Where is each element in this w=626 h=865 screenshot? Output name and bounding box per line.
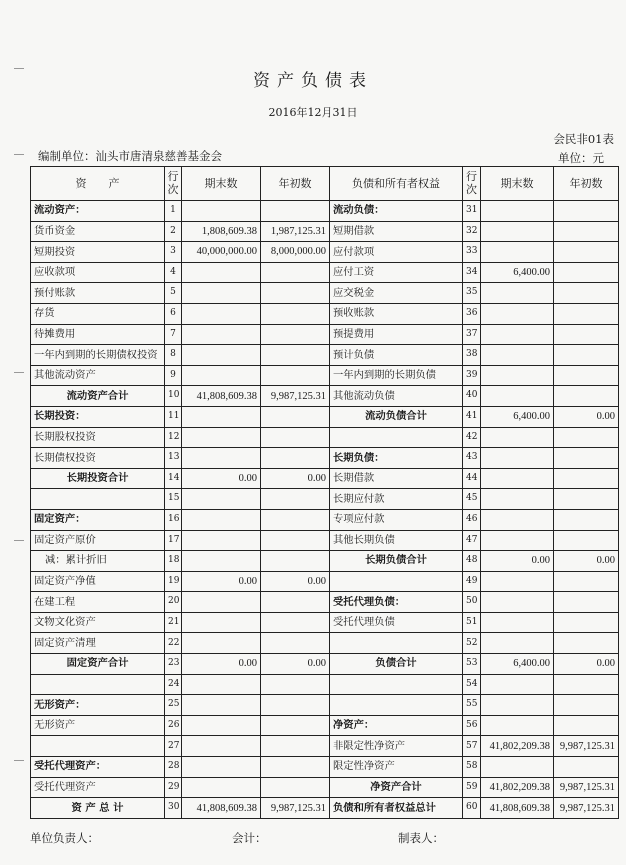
line-no: 53 (463, 654, 481, 675)
amount-year-begin (261, 736, 330, 757)
line-no: 16 (165, 509, 182, 530)
amount-period-end: 6,400.00 (481, 262, 554, 283)
amount-year-begin (554, 695, 619, 716)
liability-label: 受托代理负债 (330, 612, 463, 633)
amount-year-begin (261, 345, 330, 366)
table-row (31, 201, 619, 222)
amount-period-end (481, 509, 554, 530)
asset-label: 存货 (31, 303, 165, 324)
amount-period-end (481, 571, 554, 592)
amount-period-end (182, 489, 261, 510)
amount-period-end (481, 757, 554, 778)
col-header-line-no: 行 次 (463, 167, 481, 201)
amount-period-end (481, 221, 554, 242)
amount-year-begin (554, 303, 619, 324)
table-row (31, 551, 619, 572)
table-row (31, 262, 619, 283)
line-no: 24 (165, 674, 182, 695)
line-no: 44 (463, 468, 481, 489)
line-no: 13 (165, 448, 182, 469)
col-header-period-end: 期末数 (481, 167, 554, 201)
amount-year-begin (261, 365, 330, 386)
line-no: 42 (463, 427, 481, 448)
line-no: 34 (463, 262, 481, 283)
table-row (31, 654, 619, 675)
asset-label (31, 674, 165, 695)
amount-year-begin: 9,987,125.31 (554, 736, 619, 757)
margin-mark (14, 540, 24, 541)
amount-year-begin (261, 489, 330, 510)
asset-label: 长期债权投资 (31, 448, 165, 469)
asset-label: 短期投资 (31, 242, 165, 263)
liability-label: 应交税金 (330, 283, 463, 304)
amount-period-end (481, 365, 554, 386)
amount-period-end: 41,802,209.38 (481, 777, 554, 798)
amount-year-begin (554, 283, 619, 304)
amount-period-end (182, 365, 261, 386)
table-row (31, 715, 619, 736)
form-code: 会民非01表 (553, 132, 614, 146)
margin-mark (14, 372, 24, 373)
amount-period-end (182, 695, 261, 716)
liability-label: 应付工资 (330, 262, 463, 283)
table-row (31, 757, 619, 778)
line-no: 8 (165, 345, 182, 366)
amount-year-begin (261, 715, 330, 736)
liability-label: 其他流动负债 (330, 386, 463, 407)
asset-label: 长期投资： (31, 406, 165, 427)
amount-year-begin (554, 612, 619, 633)
liability-label: 净资产合计 (330, 777, 463, 798)
amount-period-end (182, 612, 261, 633)
table-row (31, 303, 619, 324)
amount-period-end: 0.00 (182, 571, 261, 592)
line-no: 33 (463, 242, 481, 263)
line-no: 17 (165, 530, 182, 551)
amount-year-begin: 9,987,125.31 (554, 777, 619, 798)
asset-label (31, 736, 165, 757)
line-no: 6 (165, 303, 182, 324)
table-row (31, 468, 619, 489)
amount-year-begin: 9,987,125.31 (261, 386, 330, 407)
footer-preparer: 制表人： (398, 831, 444, 845)
amount-period-end (182, 303, 261, 324)
liability-label: 净资产： (330, 715, 463, 736)
line-no: 23 (165, 654, 182, 675)
asset-label: 长期股权投资 (31, 427, 165, 448)
col-header-liabilities: 负债和所有者权益 (330, 167, 463, 201)
amount-year-begin: 9,987,125.31 (554, 798, 619, 819)
line-no: 20 (165, 592, 182, 613)
amount-period-end (481, 695, 554, 716)
line-no: 7 (165, 324, 182, 345)
liability-label: 流动负债合计 (330, 406, 463, 427)
amount-year-begin (261, 303, 330, 324)
table-row (31, 695, 619, 716)
asset-label: 待摊费用 (31, 324, 165, 345)
amount-year-begin (261, 674, 330, 695)
line-no: 31 (463, 201, 481, 222)
amount-period-end: 6,400.00 (481, 406, 554, 427)
amount-period-end: 6,400.00 (481, 654, 554, 675)
line-no: 28 (165, 757, 182, 778)
amount-period-end: 0.00 (182, 468, 261, 489)
currency-unit: 单位：元 (558, 151, 604, 165)
line-no: 59 (463, 777, 481, 798)
amount-period-end (481, 612, 554, 633)
asset-label: 流动资产： (31, 201, 165, 222)
amount-year-begin (554, 324, 619, 345)
line-no: 55 (463, 695, 481, 716)
liability-label: 预提费用 (330, 324, 463, 345)
line-no: 1 (165, 201, 182, 222)
table-row (31, 674, 619, 695)
table-header-row (31, 167, 619, 201)
amount-year-begin (261, 324, 330, 345)
asset-label: 固定资产净值 (31, 571, 165, 592)
asset-label: 预付账款 (31, 283, 165, 304)
asset-label: 固定资产原价 (31, 530, 165, 551)
liability-label: 应付款项 (330, 242, 463, 263)
asset-label: 固定资产： (31, 509, 165, 530)
line-no: 48 (463, 551, 481, 572)
report-title: 资产负债表 (253, 71, 373, 91)
asset-label: 应收款项 (31, 262, 165, 283)
amount-period-end (481, 448, 554, 469)
amount-period-end (182, 633, 261, 654)
liability-label: 长期应付款 (330, 489, 463, 510)
amount-period-end (182, 530, 261, 551)
amount-period-end: 0.00 (182, 654, 261, 675)
line-no: 10 (165, 386, 182, 407)
amount-period-end (481, 489, 554, 510)
line-no: 56 (463, 715, 481, 736)
amount-year-begin (554, 365, 619, 386)
liability-label: 一年内到期的长期负债 (330, 365, 463, 386)
amount-period-end (481, 242, 554, 263)
amount-year-begin (554, 221, 619, 242)
amount-year-begin: 0.00 (261, 654, 330, 675)
liability-label: 非限定性净资产 (330, 736, 463, 757)
table-row (31, 324, 619, 345)
table-row (31, 592, 619, 613)
line-no: 15 (165, 489, 182, 510)
amount-period-end (481, 303, 554, 324)
amount-period-end (182, 777, 261, 798)
line-no: 32 (463, 221, 481, 242)
amount-year-begin: 8,000,000.00 (261, 242, 330, 263)
table-row (31, 386, 619, 407)
line-no: 40 (463, 386, 481, 407)
asset-label: 流动资产合计 (31, 386, 165, 407)
amount-year-begin (554, 345, 619, 366)
amount-year-begin: 0.00 (261, 571, 330, 592)
line-no: 50 (463, 592, 481, 613)
liability-label: 长期负债合计 (330, 551, 463, 572)
report-date: 2016年12月31日 (268, 106, 358, 119)
liability-label: 专项应付款 (330, 509, 463, 530)
amount-year-begin (554, 674, 619, 695)
asset-label (31, 489, 165, 510)
amount-year-begin (554, 571, 619, 592)
line-no: 5 (165, 283, 182, 304)
col-header-period-end: 期末数 (182, 167, 261, 201)
col-header-line-no: 行 次 (165, 167, 182, 201)
amount-period-end (481, 201, 554, 222)
asset-label: 固定资产合计 (31, 654, 165, 675)
line-no: 22 (165, 633, 182, 654)
line-no: 45 (463, 489, 481, 510)
line-no: 19 (165, 571, 182, 592)
amount-period-end (481, 345, 554, 366)
line-no: 18 (165, 551, 182, 572)
line-no: 27 (165, 736, 182, 757)
line-no: 58 (463, 757, 481, 778)
amount-period-end: 1,808,609.38 (182, 221, 261, 242)
asset-label: 固定资产清理 (31, 633, 165, 654)
line-no: 39 (463, 365, 481, 386)
line-no: 4 (165, 262, 182, 283)
line-no: 57 (463, 736, 481, 757)
line-no: 2 (165, 221, 182, 242)
amount-period-end (182, 592, 261, 613)
amount-period-end: 0.00 (481, 551, 554, 572)
liability-label: 负债和所有者权益总计 (330, 798, 463, 819)
liability-label: 负债合计 (330, 654, 463, 675)
amount-year-begin (261, 509, 330, 530)
amount-year-begin (554, 757, 619, 778)
footer-responsible: 单位负责人： (30, 831, 99, 845)
amount-year-begin (261, 592, 330, 613)
table-row (31, 365, 619, 386)
amount-period-end (182, 427, 261, 448)
col-header-year-begin: 年初数 (554, 167, 619, 201)
amount-period-end (481, 530, 554, 551)
table-row (31, 242, 619, 263)
liability-label: 长期负债： (330, 448, 463, 469)
amount-year-begin (554, 715, 619, 736)
amount-period-end (481, 283, 554, 304)
balance-sheet-table (30, 166, 619, 819)
amount-year-begin (554, 427, 619, 448)
line-no: 26 (165, 715, 182, 736)
line-no: 37 (463, 324, 481, 345)
liability-label (330, 571, 463, 592)
preparing-unit: 编制单位：汕头市唐清泉慈善基金会 (38, 149, 222, 163)
amount-period-end (182, 715, 261, 736)
amount-year-begin (554, 633, 619, 654)
footer-accountant: 会计： (232, 831, 267, 845)
line-no: 38 (463, 345, 481, 366)
asset-label: 受托代理资产： (31, 757, 165, 778)
amount-period-end (481, 386, 554, 407)
asset-label: 货币资金 (31, 221, 165, 242)
table-row (31, 736, 619, 757)
amount-year-begin (554, 448, 619, 469)
amount-period-end (481, 427, 554, 448)
amount-period-end (481, 324, 554, 345)
line-no: 9 (165, 365, 182, 386)
asset-label: 其他流动资产 (31, 365, 165, 386)
line-no: 11 (165, 406, 182, 427)
amount-year-begin (261, 777, 330, 798)
amount-year-begin (261, 530, 330, 551)
liability-label: 其他长期负债 (330, 530, 463, 551)
amount-year-begin (554, 592, 619, 613)
asset-label: 在建工程 (31, 592, 165, 613)
line-no: 14 (165, 468, 182, 489)
line-no: 41 (463, 406, 481, 427)
amount-year-begin: 9,987,125.31 (261, 798, 330, 819)
asset-label: 文物文化资产 (31, 612, 165, 633)
table-row (31, 345, 619, 366)
amount-period-end (481, 633, 554, 654)
asset-label: 减：累计折旧 (31, 551, 165, 572)
liability-label: 长期借款 (330, 468, 463, 489)
amount-period-end: 40,000,000.00 (182, 242, 261, 263)
amount-period-end (182, 324, 261, 345)
table-row (31, 777, 619, 798)
line-no: 29 (165, 777, 182, 798)
amount-year-begin (554, 489, 619, 510)
amount-year-begin (261, 633, 330, 654)
liability-label: 短期借款 (330, 221, 463, 242)
line-no: 60 (463, 798, 481, 819)
liability-label (330, 674, 463, 695)
table-row (31, 530, 619, 551)
amount-period-end (182, 283, 261, 304)
table-row (31, 633, 619, 654)
liability-label: 预收账款 (330, 303, 463, 324)
liability-label: 流动负债： (330, 201, 463, 222)
col-header-year-begin: 年初数 (261, 167, 330, 201)
asset-label: 长期投资合计 (31, 468, 165, 489)
amount-period-end (481, 674, 554, 695)
amount-year-begin (554, 262, 619, 283)
amount-year-begin (261, 448, 330, 469)
amount-period-end (182, 509, 261, 530)
margin-mark (14, 154, 24, 155)
asset-label: 一年内到期的长期债权投资 (31, 345, 165, 366)
table-row (31, 283, 619, 304)
liability-label: 预计负债 (330, 345, 463, 366)
margin-mark (14, 760, 24, 761)
amount-period-end (182, 551, 261, 572)
amount-year-begin (554, 386, 619, 407)
amount-year-begin: 1,987,125.31 (261, 221, 330, 242)
amount-year-begin: 0.00 (261, 468, 330, 489)
table-row (31, 406, 619, 427)
amount-year-begin (554, 509, 619, 530)
amount-year-begin (261, 612, 330, 633)
line-no: 43 (463, 448, 481, 469)
line-no: 52 (463, 633, 481, 654)
amount-period-end (182, 406, 261, 427)
table-row (31, 571, 619, 592)
amount-year-begin: 0.00 (554, 654, 619, 675)
line-no: 3 (165, 242, 182, 263)
amount-year-begin (261, 283, 330, 304)
amount-year-begin: 0.00 (554, 406, 619, 427)
amount-period-end (182, 262, 261, 283)
amount-period-end (182, 345, 261, 366)
amount-period-end: 41,808,609.38 (481, 798, 554, 819)
amount-year-begin (554, 242, 619, 263)
table-row (31, 612, 619, 633)
liability-label (330, 633, 463, 654)
line-no: 35 (463, 283, 481, 304)
liability-label: 限定性净资产 (330, 757, 463, 778)
amount-year-begin: 0.00 (554, 551, 619, 572)
amount-period-end (182, 201, 261, 222)
line-no: 36 (463, 303, 481, 324)
line-no: 47 (463, 530, 481, 551)
amount-year-begin (261, 427, 330, 448)
asset-label: 资 产 总 计 (31, 798, 165, 819)
amount-year-begin (261, 406, 330, 427)
amount-period-end: 41,808,609.38 (182, 798, 261, 819)
table-row (31, 489, 619, 510)
amount-period-end (182, 757, 261, 778)
amount-period-end (481, 468, 554, 489)
col-header-assets: 资 产 (31, 167, 165, 201)
table-row (31, 448, 619, 469)
liability-label (330, 695, 463, 716)
table-row (31, 798, 619, 819)
line-no: 25 (165, 695, 182, 716)
asset-label: 受托代理资产 (31, 777, 165, 798)
amount-period-end (182, 448, 261, 469)
liability-label: 受托代理负债： (330, 592, 463, 613)
amount-period-end (182, 674, 261, 695)
line-no: 21 (165, 612, 182, 633)
line-no: 51 (463, 612, 481, 633)
amount-period-end: 41,808,609.38 (182, 386, 261, 407)
amount-period-end (481, 715, 554, 736)
amount-year-begin (261, 695, 330, 716)
amount-year-begin (261, 757, 330, 778)
asset-label: 无形资产 (31, 715, 165, 736)
line-no: 46 (463, 509, 481, 530)
table-row (31, 509, 619, 530)
line-no: 30 (165, 798, 182, 819)
line-no: 12 (165, 427, 182, 448)
asset-label: 无形资产： (31, 695, 165, 716)
line-no: 49 (463, 571, 481, 592)
amount-year-begin (261, 201, 330, 222)
margin-mark (14, 68, 24, 69)
line-no: 54 (463, 674, 481, 695)
amount-year-begin (554, 201, 619, 222)
amount-period-end (182, 736, 261, 757)
liability-label (330, 427, 463, 448)
table-row (31, 427, 619, 448)
amount-year-begin (554, 530, 619, 551)
amount-period-end (481, 592, 554, 613)
amount-year-begin (261, 551, 330, 572)
amount-year-begin (261, 262, 330, 283)
table-row (31, 221, 619, 242)
amount-period-end: 41,802,209.38 (481, 736, 554, 757)
amount-year-begin (554, 468, 619, 489)
